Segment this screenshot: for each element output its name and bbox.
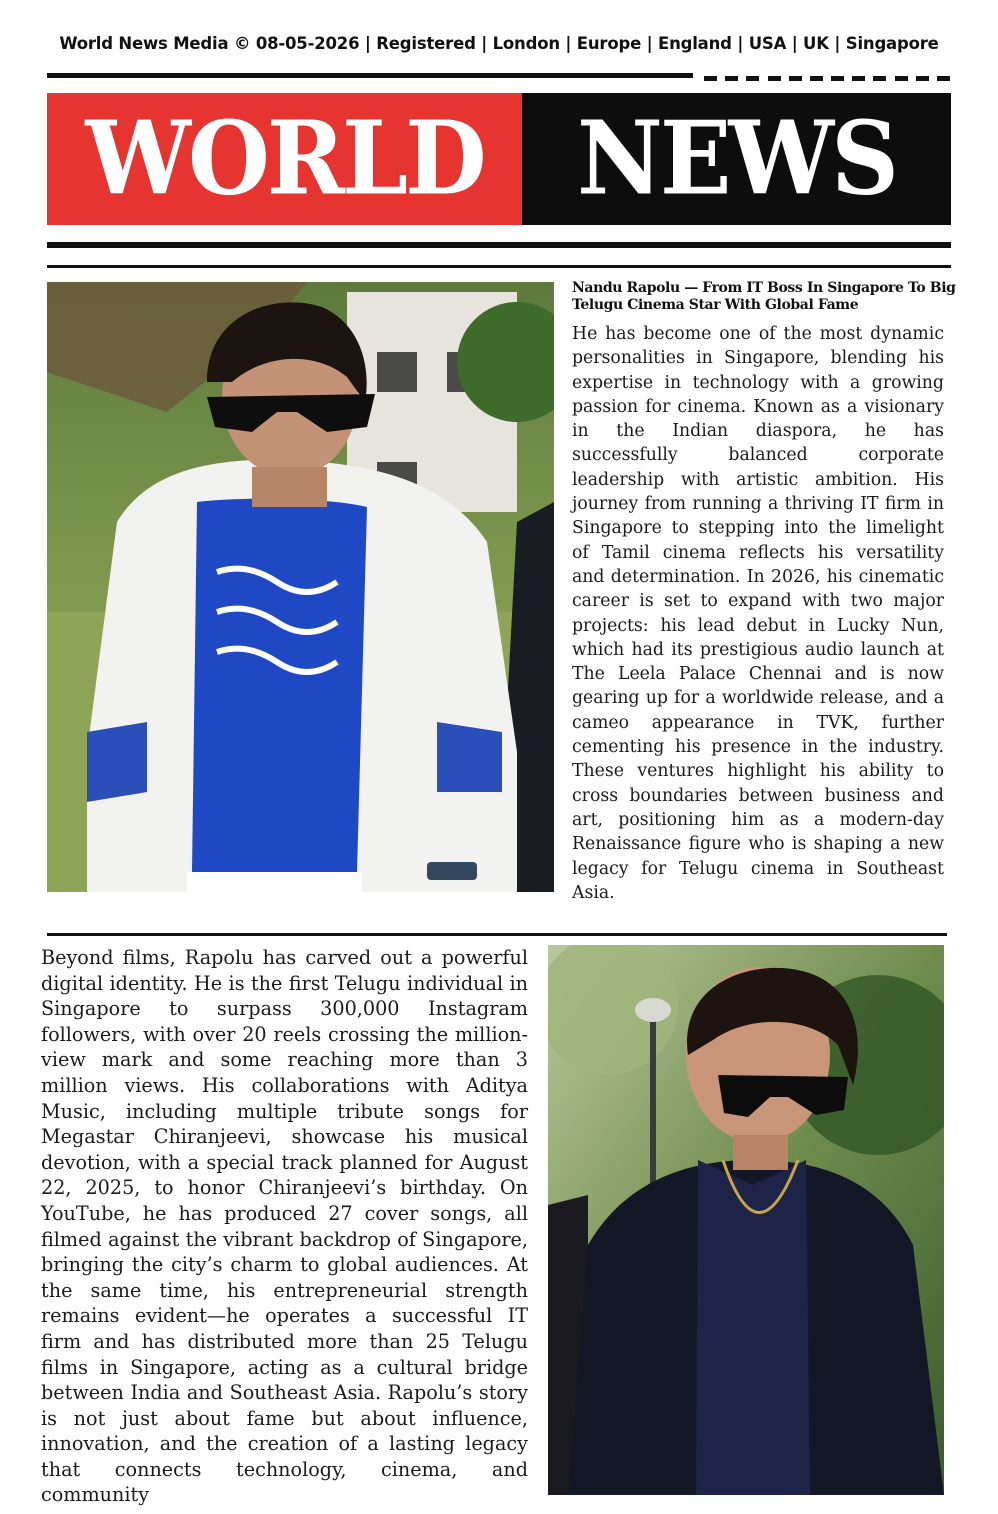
section-rule <box>47 265 951 268</box>
article-photo-dark-suit <box>548 945 944 1495</box>
mid-rule <box>47 933 947 936</box>
masthead-bottom-rule <box>47 242 951 248</box>
masthead <box>47 93 951 225</box>
masthead-word-world: WORLD <box>85 99 484 219</box>
masthead-word-news: NEWS <box>576 99 897 219</box>
masthead-red-panel <box>47 93 522 225</box>
masthead-black-panel <box>522 93 951 225</box>
article-paragraph-1: He has become one of the most dynamic personalities in Singapore, blending his expertise in technology with a growing passion for cinema. Known as a visionary in the Indian diaspora, he has successfully balanced corporate leadership with artistic ambition. His journey from running a thriving IT firm in Singapore to stepping into the limelight of Tamil cinema reflects his versatility and determination. In 2026, his cinematic career is set to expand with two major projects: his lead debut in Lucky Nun, which had its prestigious audio launch at The Leela Palace Chennai and is now gearing up for a worldwide release, and a cameo appearance in TVK, further cementing his presence in the industry. These ventures highlight his ability to cross boundaries between business and art, positioning him as a modern-day Renaissance figure who is shaping a new legacy for Telugu cinema in Southeast Asia. <box>572 324 944 903</box>
article-headline: Nandu Rapolu — From IT Boss In Singapore To Big Telugu Cinema Star With Global Fame <box>572 280 956 313</box>
article-photo-white-jacket <box>47 282 554 892</box>
top-rule <box>47 73 693 78</box>
article-paragraph-2: Beyond films, Rapolu has carved out a powerful digital identity. He is the first Telugu individual in Singapore to surpass 300,000 Instagram followers, with over 20 reels crossing the million-view mark and some reaching more than 3 million views. His collaborations with Aditya Music, including multiple tribute songs for Megastar Chiranjeevi, showcase his musical devotion, with a special track planned for August 22, 2025, to honor Chiranjeevi’s birthday. On YouTube, he has produced 27 cover songs, all filmed against the vibrant backdrop of Singapore, bringing the city’s charm to global audiences. At the same time, his entrepreneurial strength remains evident—he operates a successful IT firm and has distributed more than 25 Telugu films in Singapore, acting as a cultural bridge between India and Southeast Asia. Rapolu’s story is not just about fame but about influence, innovation, and the creation of a lasting legacy that connects technology, cinema, and community <box>41 946 528 1507</box>
top-dash-rule <box>704 76 950 81</box>
dateline: World News Media © 08-05-2026 | Registered | London | Europe | England | USA | UK | Singapore <box>59 34 939 53</box>
